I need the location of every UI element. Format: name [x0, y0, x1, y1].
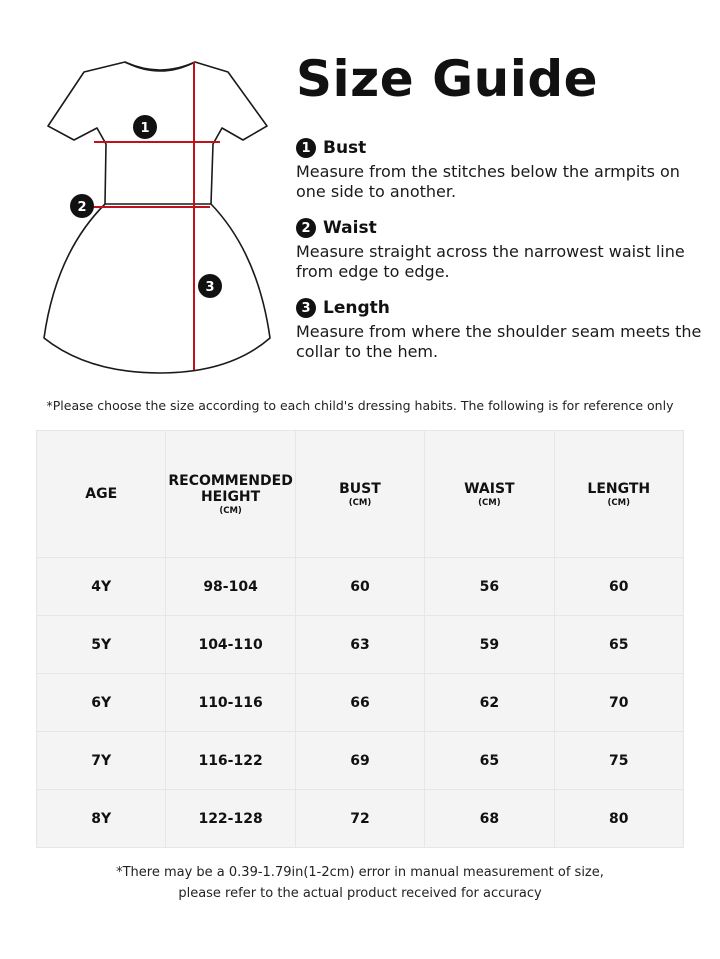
page-title: Size Guide [296, 50, 599, 108]
table-row [37, 732, 684, 790]
cell-length: 80 [554, 790, 683, 848]
measurement-error-note [0, 862, 720, 904]
cell-bust: 69 [295, 732, 424, 790]
cell-height: 104-110 [166, 616, 295, 674]
reference-note: *Please choose the size according to each child's dressing habits. The following is for reference only [46, 398, 674, 413]
marker-2 [70, 194, 94, 218]
dress-diagram [30, 48, 290, 378]
marker-3 [198, 274, 222, 298]
header-length [554, 431, 683, 558]
marker-1 [133, 115, 157, 139]
cell-waist: 65 [425, 732, 554, 790]
header-length-label: LENGTH [587, 480, 651, 497]
marker-2-label: 2 [77, 200, 87, 215]
cell-length: 60 [554, 558, 683, 616]
waist-description: Measure straight across the narrowest waist line from edge to edge. [296, 242, 685, 281]
cell-bust: 60 [295, 558, 424, 616]
header-age-label: AGE [85, 486, 118, 502]
waist-number-badge: 2 [296, 218, 316, 238]
cell-length: 65 [554, 616, 683, 674]
size-table [36, 430, 684, 848]
cell-height: 122-128 [166, 790, 295, 848]
cell-waist: 59 [425, 616, 554, 674]
cell-waist: 62 [425, 674, 554, 732]
table-row [37, 790, 684, 848]
dress-outline [44, 62, 270, 373]
length-number-badge: 3 [296, 298, 316, 318]
cell-bust: 72 [295, 790, 424, 848]
bust-number-badge: 1 [296, 138, 316, 158]
header-bust-unit: (CM) [348, 497, 372, 508]
bust-description: Measure from the stitches below the armpits on one side to another. [296, 162, 680, 201]
length-description: Measure from where the shoulder seam meets the collar to the hem. [296, 322, 702, 361]
header-bust [295, 431, 424, 558]
measure-bust [296, 138, 706, 202]
cell-height: 98-104 [166, 558, 295, 616]
header-length-unit: (CM) [607, 497, 631, 508]
cell-age: 7Y [37, 732, 166, 790]
cell-height: 116-122 [166, 732, 295, 790]
table-row [37, 558, 684, 616]
cell-age: 5Y [37, 616, 166, 674]
error-note-line-2: please refer to the actual product received for accuracy [178, 886, 542, 901]
cell-age: 6Y [37, 674, 166, 732]
header-waist-unit: (CM) [478, 497, 501, 508]
header-waist [425, 431, 554, 558]
header-waist-label: WAIST [464, 480, 515, 497]
measure-waist [296, 218, 706, 282]
header-height-unit: (CM) [219, 505, 242, 516]
cell-length: 75 [554, 732, 683, 790]
cell-height: 110-116 [166, 674, 295, 732]
cell-waist: 68 [425, 790, 554, 848]
cell-waist: 56 [425, 558, 554, 616]
length-title: Length [323, 298, 390, 318]
measure-length [296, 298, 706, 362]
header-height-label: RECOMMENDED HEIGHT [168, 472, 293, 505]
cell-length: 70 [554, 674, 683, 732]
waist-title: Waist [323, 218, 377, 238]
marker-1-label: 1 [140, 121, 150, 136]
table-row [37, 616, 684, 674]
marker-3-label: 3 [205, 280, 215, 295]
cell-bust: 66 [295, 674, 424, 732]
header-age [37, 431, 166, 558]
bust-title: Bust [323, 138, 367, 158]
cell-age: 8Y [37, 790, 166, 848]
table-row [37, 674, 684, 732]
header-bust-label: BUST [339, 480, 381, 497]
table-header-row [37, 431, 684, 558]
error-note-line-1: *There may be a 0.39-1.79in(1-2cm) error in manual measurement of size, [116, 865, 604, 880]
cell-bust: 63 [295, 616, 424, 674]
cell-age: 4Y [37, 558, 166, 616]
header-height [166, 431, 295, 558]
